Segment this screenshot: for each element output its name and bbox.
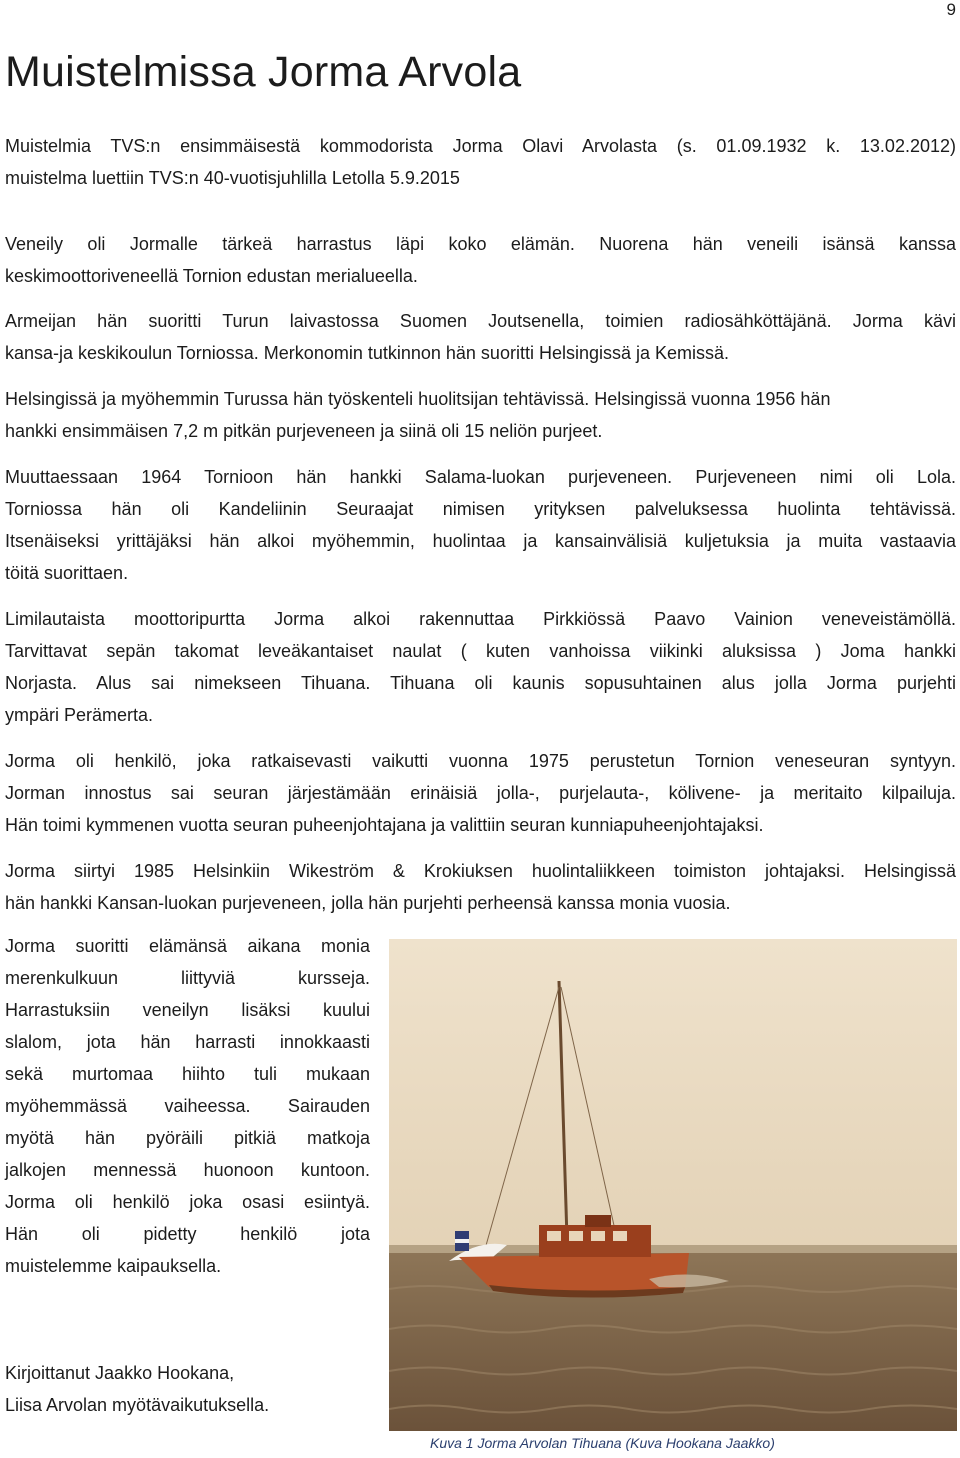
flag-stripe [455, 1239, 469, 1243]
body-line: Helsingissä ja myöhemmin Turussa hän työskenteli huolitsijan tehtävissä. Helsingissä vuonna 1956 hän [5, 389, 831, 409]
body-line: Itsenäiseksi yrittäjäksi hän alkoi myöhemmin, huolintaa ja kansainvälisiä kuljetuksia ja muita vastaavia [5, 531, 956, 551]
side-line: jalkojen mennessä huonoon kuntoon. [5, 1160, 370, 1180]
body-line: Muuttaessaan 1964 Tornioon hän hankki Salama-luokan purjeveneen. Purjeveneen nimi oli Lola. [5, 467, 956, 487]
body-line: ympäri Perämerta. [5, 705, 154, 725]
side-line: sekä murtomaa hiihto tuli mukaan [5, 1064, 370, 1084]
cabin-window [569, 1231, 583, 1241]
intro-line: muistelma luettiin TVS:n 40-vuotisjuhlilla Letolla 5.9.2015 [5, 168, 460, 188]
wheelhouse-roof [585, 1215, 611, 1227]
side-line: Hän oli pidetty henkilö jota [5, 1224, 370, 1244]
signature-line: Kirjoittanut Jaakko Hookana, [5, 1363, 235, 1383]
side-line: myöhemmässä vaiheessa. Sairauden [5, 1096, 370, 1116]
body-line: Jorman innostus sai seuran järjestämään erinäisiä jolla-, purjelauta-, kölivene- ja meritaito kilpailuja. [5, 783, 956, 803]
body-line: Hän toimi kymmenen vuotta seuran puheenjohtajana ja valittiin seuran kunniapuheenjohtajaksi. [5, 815, 764, 835]
body-line: kansa-ja keskikoulun Torniossa. Merkonomin tutkinnon hän suoritti Helsingissä ja Kemissä. [5, 343, 730, 363]
body-line: Jorma siirtyi 1985 Helsinkiin Wikeström & Krokiuksen huolintaliikkeen toimiston johtajaksi. Helsingissä [5, 861, 956, 881]
body-line: hän hankki Kansan-luokan purjeveneen, jolla hän purjehti perheensä kanssa monia vuosia. [5, 893, 731, 913]
side-line: Jorma oli henkilö joka osasi esiintyä. [5, 1192, 370, 1212]
cabin-window [547, 1231, 561, 1241]
cabin-window [613, 1231, 627, 1241]
side-line: myötä hän pyöräili pitkiä matkoja [5, 1128, 370, 1148]
boat-photo [389, 939, 957, 1431]
intro-line: Muistelmia TVS:n ensimmäisestä kommodorista Jorma Olavi Arvolasta (s. 01.09.1932 k. 13.02.2012) [5, 136, 956, 156]
body-line: Norjasta. Alus sai nimekseen Tihuana. Tihuana oli kaunis sopusuhtainen alus jolla Jorma purjehti [5, 673, 956, 693]
sky [389, 939, 957, 1257]
signature-line: Liisa Arvolan myötävaikutuksella. [5, 1395, 270, 1415]
page-number: 9 [946, 0, 956, 19]
body-line: Veneily oli Jormalle tärkeä harrastus läpi koko elämän. Nuorena hän veneili isänsä kanssa [5, 234, 956, 254]
body-line: Armeijan hän suoritti Turun laivastossa Suomen Joutsenella, toimien radiosähköttäjänä. Jorma kävi [5, 311, 956, 331]
body-line: Jorma oli henkilö, joka ratkaisevasti vaikutti vuonna 1975 perustetun Tornion veneseuran syntyyn. [5, 751, 956, 771]
body-line: Tarvittavat sepän takomat leveäkantaiset naulat ( kuten vanhoissa viikinki aluksissa ) Joma hankki [5, 641, 956, 661]
body-line: keskimoottoriveneellä Tornion edustan merialueella. [5, 266, 418, 286]
photo-caption: Kuva 1 Jorma Arvolan Tihuana (Kuva Hookana Jaakko) [430, 1435, 775, 1451]
body-line: hankki ensimmäisen 7,2 m pitkän purjeveneen ja siinä oli 15 neliön purjeet. [5, 421, 603, 441]
body-line: Limilautaista moottoripurtta Jorma alkoi rakennuttaa Pirkkiössä Paavo Vainion veneveistämöllä. [5, 609, 956, 629]
side-line: Jorma suoritti elämänsä aikana monia [5, 936, 370, 956]
side-line: merenkulkuun liittyviä kursseja. [5, 968, 370, 988]
body-line: töitä suorittaen. [5, 563, 129, 583]
cabin-window [591, 1231, 605, 1241]
body-line: Torniossa hän oli Kandeliinin Seuraajat nimisen yrityksen palveluksessa huolinta tehtävissä. [5, 499, 956, 519]
side-line: muistelemme kaipauksella. [5, 1256, 222, 1276]
side-line: Harrastuksiin veneilyn lisäksi kuului [5, 1000, 370, 1020]
boat-photo-image [389, 939, 957, 1431]
page-title: Muistelmissa Jorma Arvola [5, 48, 522, 96]
side-line: slalom, jota hän harrasti innokkaasti [5, 1032, 370, 1052]
